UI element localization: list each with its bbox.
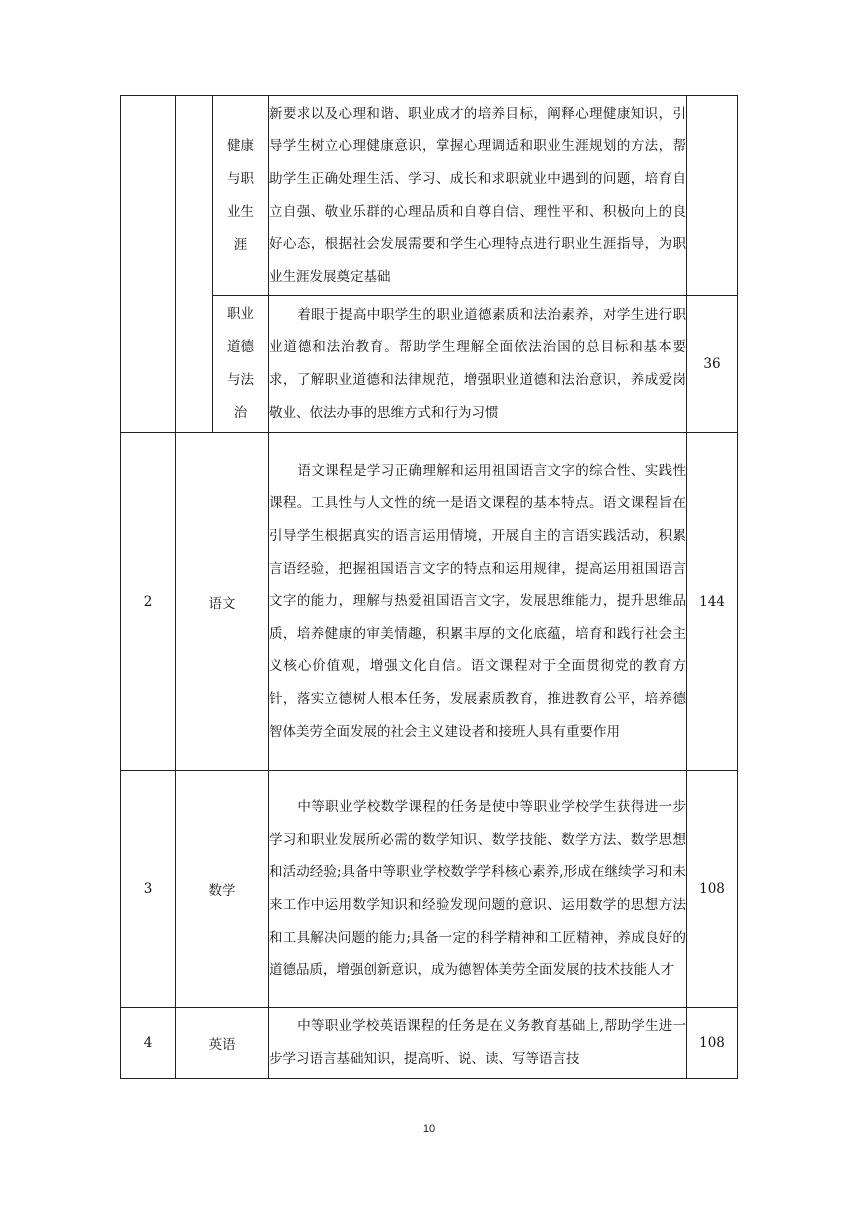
table-row [121,296,738,433]
course-hours [687,96,738,296]
course-number: 3 [121,771,176,1008]
course-name: 语文 [176,433,269,771]
course-description: 中等职业学校英语课程的任务是在义务教育基础上,帮助学生进一步学习语言基础知识，提高听、说、读、写等语言技 [269,1008,687,1079]
course-description: 新要求以及心理和谐、职业成才的培养目标，阐释心理健康知识，引导学生树立心理健康意识，掌握心理调适和职业生涯规划的方法，帮助学生正确处理生活、学习、成长和求职就业中遇到的问题，培育自立自强、敬业乐群的心理品质和自尊自信、理性平和、积极向上的良好心态，根据社会发展需要和学生心理特点进行职业生涯指导，为职业生涯发展奠定基础 [269,96,687,296]
course-hours: 144 [687,433,738,771]
course-name: 英语 [176,1008,269,1079]
course-hours: 36 [687,296,738,433]
course-table [120,95,738,1079]
course-number: 4 [121,1008,176,1079]
page-number: 10 [422,1123,436,1135]
course-description: 语文课程是学习正确理解和运用祖国语言文字的综合性、实践性课程。工具性与人文性的统一是语文课程的基本特点。语文课程旨在引导学生根据真实的语言运用情境，开展自主的言语实践活动，积累言语经验，把握祖国语言文字的特点和运用规律，提高运用祖国语言文字的能力，理解与热爱祖国语言文字，发展思维能力，提升思维品质，培养健康的审美情趣，积累丰厚的文化底蕴，培育和践行社会主义核心价值观，增强文化自信。语文课程对于全面贯彻党的教育方针，落实立德树人根本任务，发展素质教育，推进教育公平，培养德智体美劳全面发展的社会主义建设者和接班人具有重要作用 [269,433,687,771]
table-cell-category [176,96,213,433]
subcourse-name: 健康 与职 业生 涯 [213,96,269,296]
table-row [121,433,738,771]
subcourse-name: 职业 道德 与法 治 [213,296,269,433]
course-hours: 108 [687,771,738,1008]
course-name: 数学 [176,771,269,1008]
course-hours: 108 [687,1008,738,1079]
table-row [121,96,738,296]
course-description: 着眼于提高中职学生的职业道德素质和法治素养，对学生进行职业道德和法治教育。帮助学生理解全面依法治国的总目标和基本要求，了解职业道德和法律规范，增强职业道德和法治意识，养成爱岗敬业、依法办事的思维方式和行为习惯 [269,296,687,433]
table-row [121,771,738,1008]
course-description: 中等职业学校数学课程的任务是使中等职业学校学生获得进一步学习和职业发展所必需的数学知识、数学技能、数学方法、数学思想和活动经验;具备中等职业学校数学学科核心素养,形成在继续学习和未来工作中运用数学知识和经验发现问题的意识、运用数学的思想方法和工具解决问题的能力;具备一定的科学精神和工匠精神，养成良好的道德品质，增强创新意识，成为德智体美劳全面发展的技术技能人才 [269,771,687,1008]
course-number: 2 [121,433,176,771]
table-cell-number [121,96,176,433]
table-row [121,1008,738,1079]
